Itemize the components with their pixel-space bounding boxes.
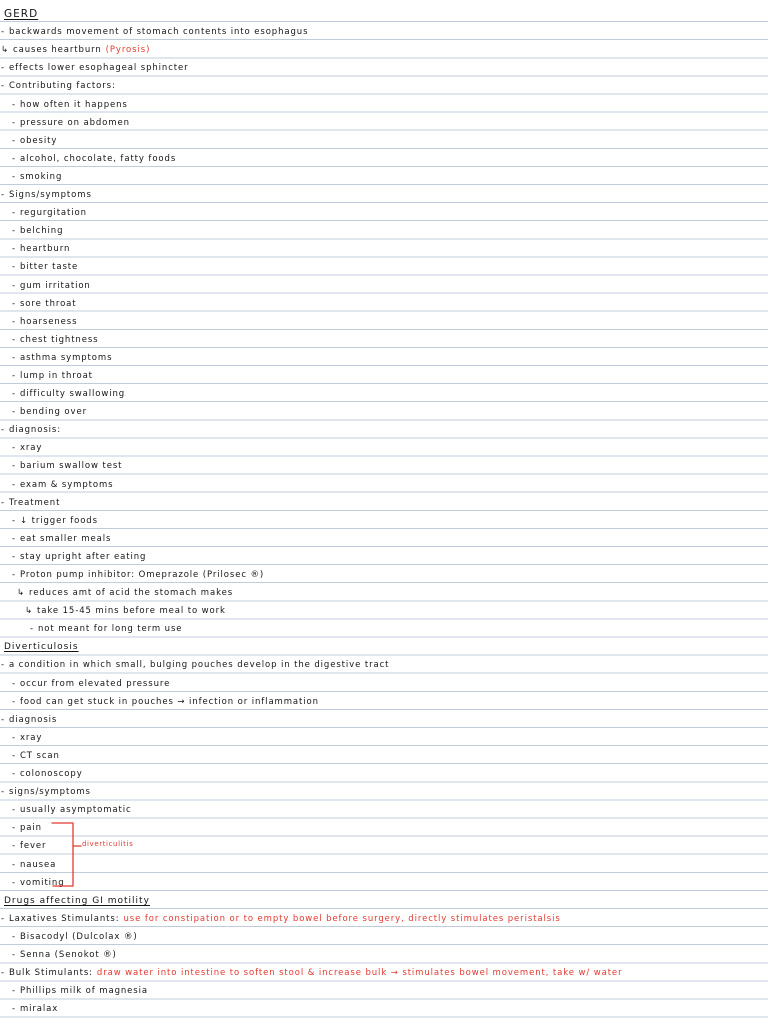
note-text: signs/symptoms [8,787,91,798]
section-heading [0,891,768,909]
note-line [0,312,768,330]
dash-bullet: - [12,769,16,780]
dash-bullet: - [12,407,16,418]
note-line [0,565,768,583]
note-text: Phillips milk of magnesia [19,986,148,997]
dash-bullet: - [12,949,16,960]
return-arrow-icon: ↳ [25,606,34,617]
dash-bullet: - [1,968,5,979]
note-line [0,945,768,963]
section-heading [0,637,768,655]
dash-bullet: - [12,533,16,544]
note-text: bitter taste [19,262,79,273]
note-text: Contributing factors: [8,81,116,92]
note-line [0,854,768,872]
note-text: causes heartburn [13,45,102,56]
red-bracket-icon [50,819,84,891]
note-line [0,529,768,547]
note-line [0,456,768,474]
note-text: xray [19,443,43,454]
note-line [0,40,768,58]
note-line [0,981,768,999]
dash-bullet: - [1,63,5,74]
note-line [0,710,768,728]
note-line [0,927,768,945]
red-annotation: draw water into intestine to soften stool & increase bulk → stimulates bowel movement, take w/ water [96,968,623,979]
note-line [0,619,768,637]
note-text: not meant for long term use [37,624,183,635]
dash-bullet: - [30,624,34,635]
note-line [0,167,768,185]
note-text: regurgitation [19,208,87,219]
dash-bullet: - [12,877,16,888]
note-text: alcohol, chocolate, fatty foods [19,153,177,164]
dash-bullet: - [12,316,16,327]
note-line [0,438,768,456]
note-text: backwards movement of stomach contents into esophagus [8,27,309,38]
dash-bullet: - [1,660,5,671]
note-text: Signs/symptoms [8,190,92,201]
note-text: ↓ trigger foods [19,515,98,526]
note-line [0,493,768,511]
note-text: pressure on abdomen [19,117,130,128]
note-line [0,601,768,619]
dash-bullet: - [12,986,16,997]
note-text: CT scan [19,750,60,761]
note-line [0,728,768,746]
dash-bullet: - [12,479,16,490]
dash-bullet: - [1,425,5,436]
red-annotation: (Pyrosis) [105,45,151,56]
dash-bullet: - [1,787,5,798]
notes-lines [0,4,768,1017]
note-text: how often it happens [19,99,128,110]
dash-bullet: - [12,99,16,110]
note-line [0,800,768,818]
note-line [0,76,768,94]
note-line [0,185,768,203]
note-line [0,746,768,764]
note-line [0,275,768,293]
note-text: reduces amt of acid the stomach makes [29,588,234,599]
note-line [0,348,768,366]
note-text: miralax [19,1004,59,1015]
note-line [0,655,768,673]
note-text: heartburn [19,244,71,255]
note-line [0,257,768,275]
dash-bullet: - [12,841,16,852]
note-text: smoking [19,171,63,182]
dash-bullet: - [1,913,5,924]
note-text: pain [19,823,42,834]
note-text: nausea [19,859,57,870]
dash-bullet: - [12,298,16,309]
dash-bullet: - [12,859,16,870]
dash-bullet: - [12,678,16,689]
note-text: Bulk Stimulants: [8,968,93,979]
note-text: occur from elevated pressure [19,678,171,689]
note-text: eat smaller meals [19,533,112,544]
note-line [0,113,768,131]
note-text: Laxatives Stimulants: [8,913,120,924]
note-line [0,764,768,782]
note-text: gum irritation [19,280,91,291]
note-text: barium swallow test [19,461,123,472]
note-line [0,420,768,438]
note-line [0,402,768,420]
note-text: usually asymptomatic [19,805,132,816]
dash-bullet: - [12,352,16,363]
note-line [0,511,768,529]
dash-bullet: - [12,570,16,580]
dash-bullet: - [12,117,16,128]
note-line [0,474,768,492]
note-text: xray [19,732,43,743]
note-line [0,999,768,1017]
note-text: fever [19,841,47,852]
note-line [0,58,768,76]
note-line [0,366,768,384]
dash-bullet: - [12,171,16,182]
note-text: Proton pump inhibitor: Omeprazole (Prilosec ®) [19,570,265,580]
note-line [0,782,768,800]
dash-bullet: - [1,27,5,38]
dash-bullet: - [12,135,16,146]
note-line [0,963,768,981]
note-text: obesity [19,135,58,146]
dash-bullet: - [1,190,5,201]
note-text: effects lower esophageal sphincter [8,63,189,74]
return-arrow-icon: ↳ [17,588,26,599]
note-line [0,239,768,257]
dash-bullet: - [12,153,16,164]
dash-bullet: - [1,81,5,92]
note-line [0,583,768,601]
section-heading-text: GERD [4,8,39,21]
dash-bullet: - [12,443,16,454]
dash-bullet: - [12,931,16,942]
note-line [0,22,768,40]
note-line [0,873,768,891]
return-arrow-icon: ↳ [1,45,10,56]
dash-bullet: - [12,805,16,816]
note-line [0,909,768,927]
note-text: stay upright after eating [19,551,147,562]
dash-bullet: - [12,823,16,834]
note-text: exam & symptoms [19,479,114,490]
dash-bullet: - [12,244,16,255]
note-line [0,294,768,312]
note-text: hoarseness [19,316,78,327]
note-text: food can get stuck in pouches → infection or inflammation [19,696,319,707]
note-text: belching [19,226,64,237]
note-line [0,221,768,239]
dash-bullet: - [12,389,16,400]
note-text: Senna (Senokot ®) [19,949,117,960]
note-text: diagnosis: [8,425,61,436]
note-text: Treatment [8,497,61,508]
note-line [0,330,768,348]
dash-bullet: - [12,208,16,219]
red-annotation: use for constipation or to empty bowel before surgery, directly stimulates peristalsis [123,913,561,924]
note-text: colonoscopy [19,769,83,780]
note-text: a condition in which small, bulging pouches develop in the digestive tract [8,660,390,671]
note-line [0,384,768,402]
note-text: take 15-45 mins before meal to work [37,606,226,617]
dash-bullet: - [12,732,16,743]
section-heading [0,4,768,22]
note-line [0,673,768,691]
dash-bullet: - [12,262,16,273]
note-line [0,818,768,836]
note-line [0,131,768,149]
dash-bullet: - [12,696,16,707]
section-heading-text: Diverticulosis [4,642,79,653]
diverticulitis-label: diverticulitis [82,840,134,848]
dash-bullet: - [12,226,16,237]
note-text: lump in throat [19,370,93,381]
dash-bullet: - [12,551,16,562]
note-text: difficulty swallowing [19,389,126,400]
dash-bullet: - [12,370,16,381]
note-text: sore throat [19,298,77,309]
note-line [0,547,768,565]
note-text: asthma symptoms [19,352,113,363]
section-heading-text: Drugs affecting GI motility [4,895,150,906]
dash-bullet: - [1,714,5,725]
note-text: vomiting [19,877,65,888]
note-line [0,692,768,710]
note-line [0,203,768,221]
dash-bullet: - [12,280,16,291]
note-text: diagnosis [8,714,58,725]
dash-bullet: - [12,750,16,761]
dash-bullet: - [12,461,16,472]
note-line [0,149,768,167]
dash-bullet: - [1,497,5,508]
note-text: chest tightness [19,334,99,345]
dash-bullet: - [12,334,16,345]
note-text: bending over [19,407,87,418]
dash-bullet: - [12,515,16,526]
note-text: Bisacodyl (Dulcolax ®) [19,931,138,942]
dash-bullet: - [12,1004,16,1015]
note-line [0,94,768,112]
